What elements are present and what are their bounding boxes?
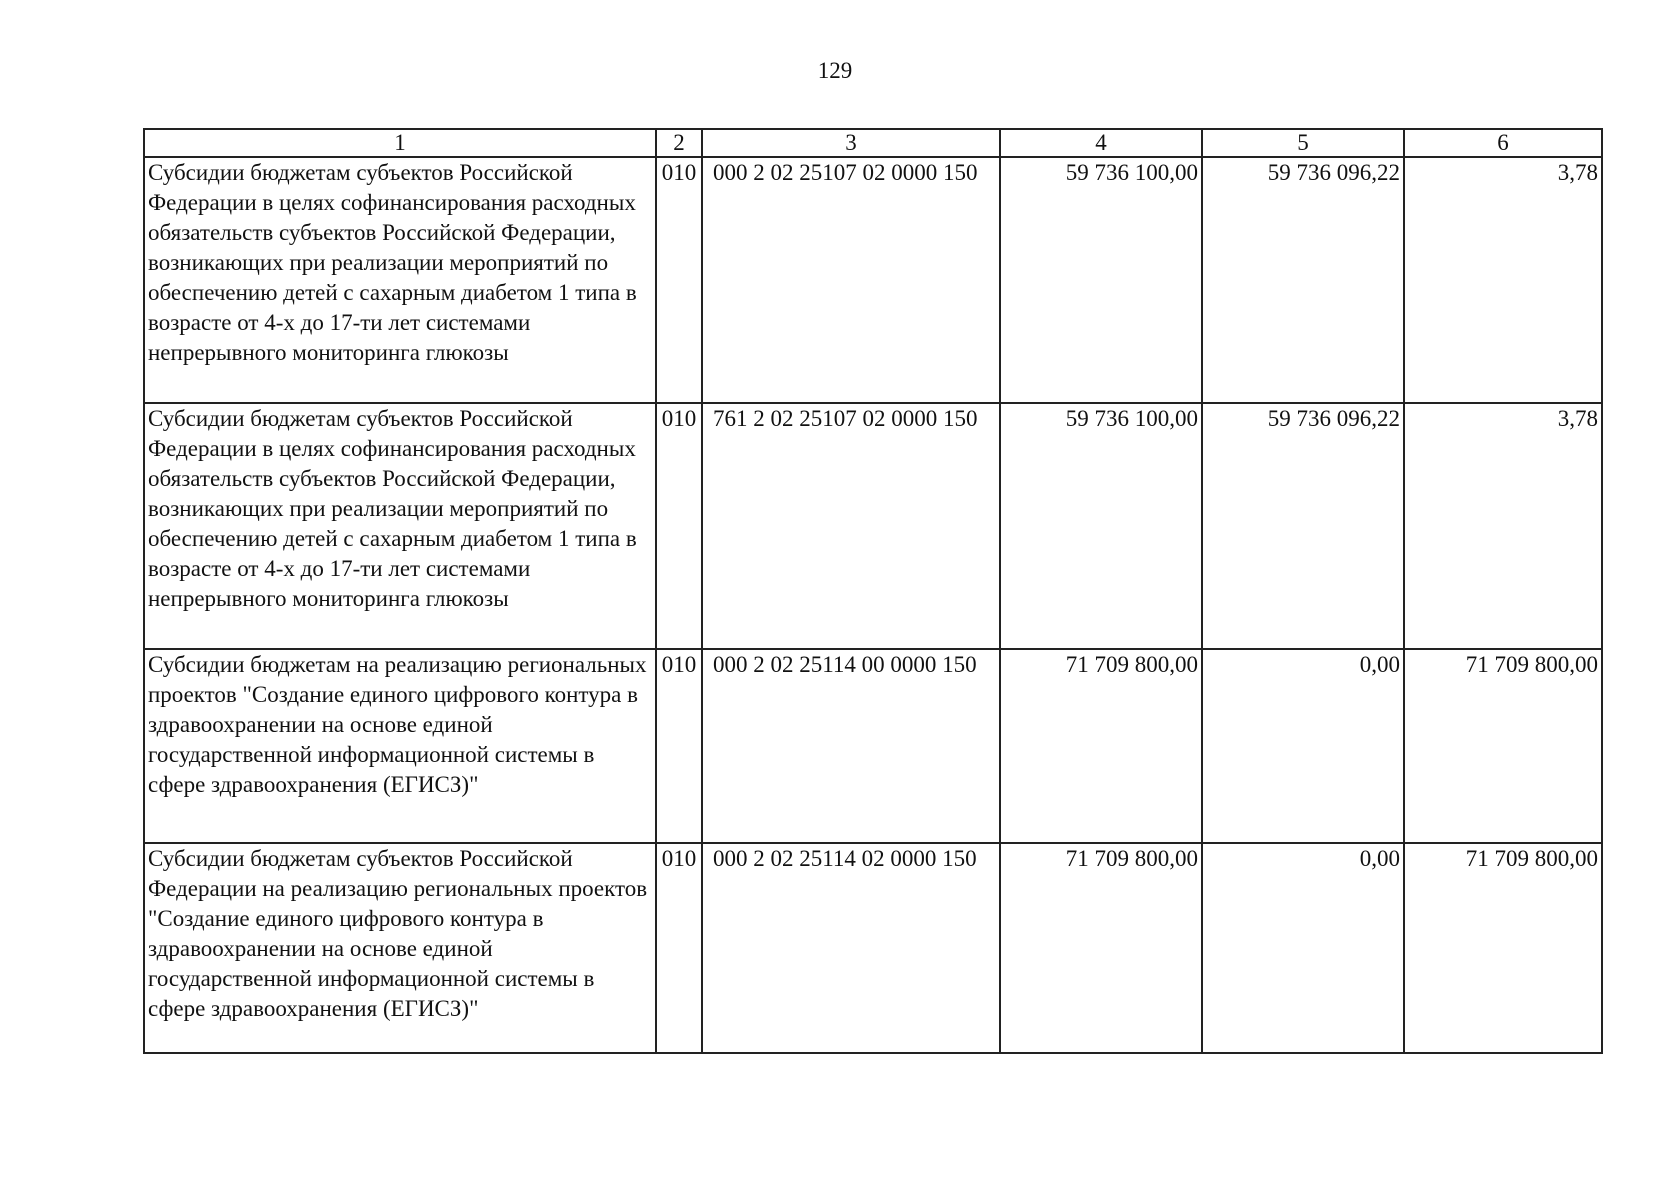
budget-table <box>143 128 1603 1054</box>
row-code-cell: 010 <box>656 843 702 1053</box>
row-col4-cell: 71 709 800,00 <box>1000 649 1202 843</box>
row-col6-cell: 3,78 <box>1404 157 1602 403</box>
header-cell-3: 3 <box>702 129 1000 157</box>
row-col5-cell: 0,00 <box>1202 649 1404 843</box>
row-code-cell: 010 <box>656 157 702 403</box>
row-col5-cell: 59 736 096,22 <box>1202 157 1404 403</box>
row-col4-cell: 59 736 100,00 <box>1000 157 1202 403</box>
row-col5-cell: 0,00 <box>1202 843 1404 1053</box>
row-kbk-cell: 000 2 02 25114 02 0000 150 <box>702 843 1000 1053</box>
row-col6-cell: 71 709 800,00 <box>1404 649 1602 843</box>
row-name-cell: Субсидии бюджетам на реализацию региональных проектов "Создание единого цифрового контура в здравоохранении на основе единой государственной информационной системы в сфере здравоохранения (ЕГИСЗ)" <box>144 649 656 843</box>
table-header-row <box>144 129 1602 157</box>
row-kbk-cell: 000 2 02 25114 00 0000 150 <box>702 649 1000 843</box>
row-kbk-cell: 761 2 02 25107 02 0000 150 <box>702 403 1000 649</box>
row-col4-cell: 71 709 800,00 <box>1000 843 1202 1053</box>
table-row <box>144 157 1602 403</box>
header-cell-2: 2 <box>656 129 702 157</box>
row-col6-cell: 71 709 800,00 <box>1404 843 1602 1053</box>
table-row <box>144 403 1602 649</box>
header-cell-5: 5 <box>1202 129 1404 157</box>
row-name-cell: Субсидии бюджетам субъектов Российской Федерации в целях софинансирования расходных обязательств субъектов Российской Федерации, возникающих при реализации мероприятий по обеспечению детей с сахарным диабетом 1 типа в возрасте от 4-х до 17-ти лет системами непрерывного мониторинга глюкозы <box>144 403 656 649</box>
row-code-cell: 010 <box>656 403 702 649</box>
header-cell-1: 1 <box>144 129 656 157</box>
row-col5-cell: 59 736 096,22 <box>1202 403 1404 649</box>
table-row <box>144 843 1602 1053</box>
row-name-cell: Субсидии бюджетам субъектов Российской Федерации на реализацию региональных проектов "Создание единого цифрового контура в здравоохранении на основе единой государственной информационной системы в сфере здравоохранения (ЕГИСЗ)" <box>144 843 656 1053</box>
row-kbk-cell: 000 2 02 25107 02 0000 150 <box>702 157 1000 403</box>
row-code-cell: 010 <box>656 649 702 843</box>
row-name-cell: Субсидии бюджетам субъектов Российской Федерации в целях софинансирования расходных обязательств субъектов Российской Федерации, возникающих при реализации мероприятий по обеспечению детей с сахарным диабетом 1 типа в возрасте от 4-х до 17-ти лет системами непрерывного мониторинга глюкозы <box>144 157 656 403</box>
header-cell-6: 6 <box>1404 129 1602 157</box>
table-row <box>144 649 1602 843</box>
row-col6-cell: 3,78 <box>1404 403 1602 649</box>
header-cell-4: 4 <box>1000 129 1202 157</box>
row-col4-cell: 59 736 100,00 <box>1000 403 1202 649</box>
page-number: 129 <box>817 58 853 83</box>
